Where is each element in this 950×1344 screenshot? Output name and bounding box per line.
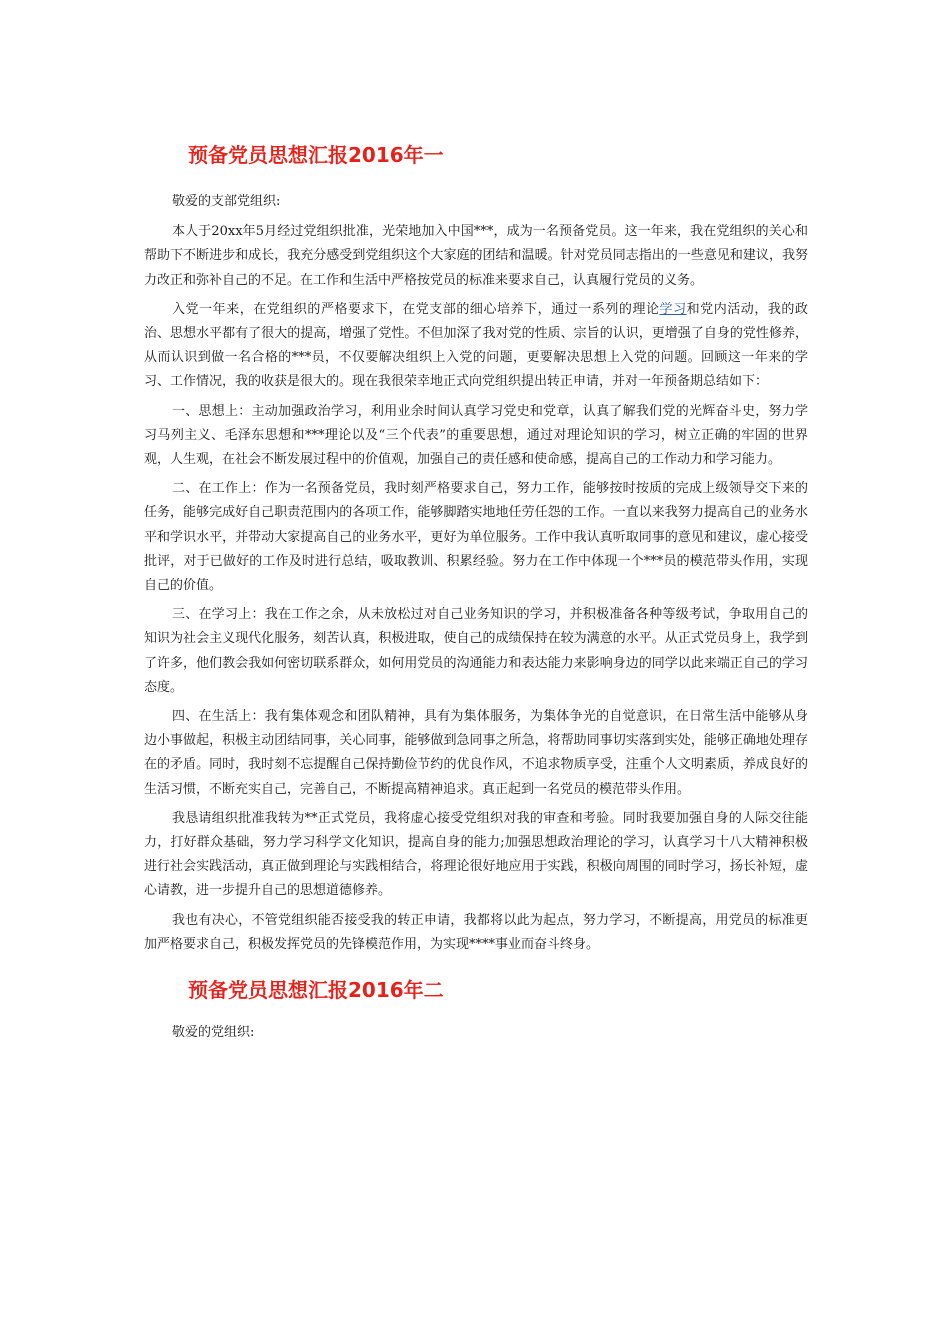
section-1-title: 预备党员思想汇报2016年一 bbox=[188, 143, 444, 167]
section-2-title: 预备党员思想汇报2016年二 bbox=[188, 978, 444, 1003]
document-page bbox=[144, 140, 808, 1051]
paragraph-resolution: 我也有决心，不管党组织能否接受我的转正申请，我都将以此为起点，努力学习，不断提高，用党员的标准更加严格要求自己，积极发挥党员的先锋模范作用，为实现****事业而奋斗终身。 bbox=[144, 912, 808, 952]
section-1-salutation: 敬爱的支部党组织: bbox=[172, 194, 281, 209]
paragraph-2 bbox=[144, 298, 808, 395]
section-2-salutation: 敬爱的党组织: bbox=[172, 1025, 255, 1041]
paragraph-thought: 一、思想上：主动加强政治学习，利用业余时间认真学习党史和党章，认真了解我们党的光辉奋斗史，努力学习马列主义、毛泽东思想和***理论以及“三个代表”的重要思想，通过对理论知识的学习，树立正确的牢固的世界观，人生观，在社会不断发展过程中的价值观，加强自己的责任感和使命感，提高自己的工作动力和学习能力。 bbox=[144, 403, 808, 468]
paragraph-1: 本人于20xx年5月经过党组织批准，光荣地加入中国***，成为一名预备党员。这一年来，我在党组织的关心和帮助下不断进步和成长，我充分感受到党组织这个大家庭的团结和温暖。针对党员同志指出的一些意见和建议，我努力改正和弥补自己的不足。在工作和生活中严格按党员的标准来要求自己，认真履行党员的义务。 bbox=[144, 224, 808, 288]
paragraph-study: 三、在学习上：我在工作之余，从未放松过对自己业务知识的学习，并积极准备各种等级考试，争取用自己的知识为社会主义现代化服务，刻苦认真，积极进取，使自己的成绩保持在较为满意的水平。从正式党员身上，我学到了许多，他们教会我如何密切联系群众，如何用党员的沟通能力和表达能力来影响身边的同学以此来端正自己的学习态度。 bbox=[144, 607, 808, 695]
paragraph-work: 二、在工作上：作为一名预备党员，我时刻严格要求自己，努力工作，能够按时按质的完成上级领导交下来的任务，能够完成好自己职责范围内的各项工作，能够脚踏实地地任劳任怨的工作。一直以来我努力提高自己的业务水平和学识水平，并带动大家提高自己的业务水平，更好为单位服务。工作中我认真听取同事的意见和建议，虚心接受批评，对于已做好的工作及时进行总结，吸取教训、积累经验。努力在工作中体现一个***员的模范带头作用，实现自己的价值。 bbox=[144, 481, 808, 594]
study-link[interactable]: 学习 bbox=[659, 301, 687, 317]
paragraph-2-text-after-link: 和党内活动，我的政治、思想水平都有了很大的提高，增强了党性。不但加深了我对党的性质、宗旨的认识，更增强了自身的党性修养，从而认识到做一名合格的***员，不仅要解决组织上入党的问题，更要解决思想上入党的问题。回顾这一年来的学习、工作情况，我的收获是很大的。现在我很荣幸地正式向党组织提出转正申请，并对一年预备期总结如下： bbox=[144, 301, 808, 390]
paragraph-life: 四、在生活上：我有集体观念和团队精神，具有为集体服务，为集体争光的自觉意识，在日常生活中能够从身边小事做起，积极主动团结同事，关心同事，能够做到急同事之所急，将帮助同事切实落到实处，能够正确地处理存在的矛盾。同时，我时刻不忘提醒自己保持勤俭节约的优良作风，不追求物质享受，注重个人文明素质，养成良好的生活习惯，不断充实自己，完善自己，不断提高精神追求。真正起到一名党员的模范带头作用。 bbox=[144, 709, 808, 797]
paragraph-request: 我恳请组织批准我转为**正式党员，我将虚心接受党组织对我的审查和考验。同时我要加强自身的人际交往能力，打好群众基础，努力学习科学文化知识，提高自身的能力;加强思想政治理论的学习，认真学习十八大精神积极进行社会实践活动，真正做到理论与实践相结合，将理论很好地应用于实践，积极向周围的同时学习，扬长补短，虚心请教，进一步提升自己的思想道德修养。 bbox=[144, 810, 808, 899]
paragraph-2-text-before-link: 入党一年来，在党组织的严格要求下，在党支部的细心培养下，通过一系列的理论 bbox=[172, 301, 660, 317]
